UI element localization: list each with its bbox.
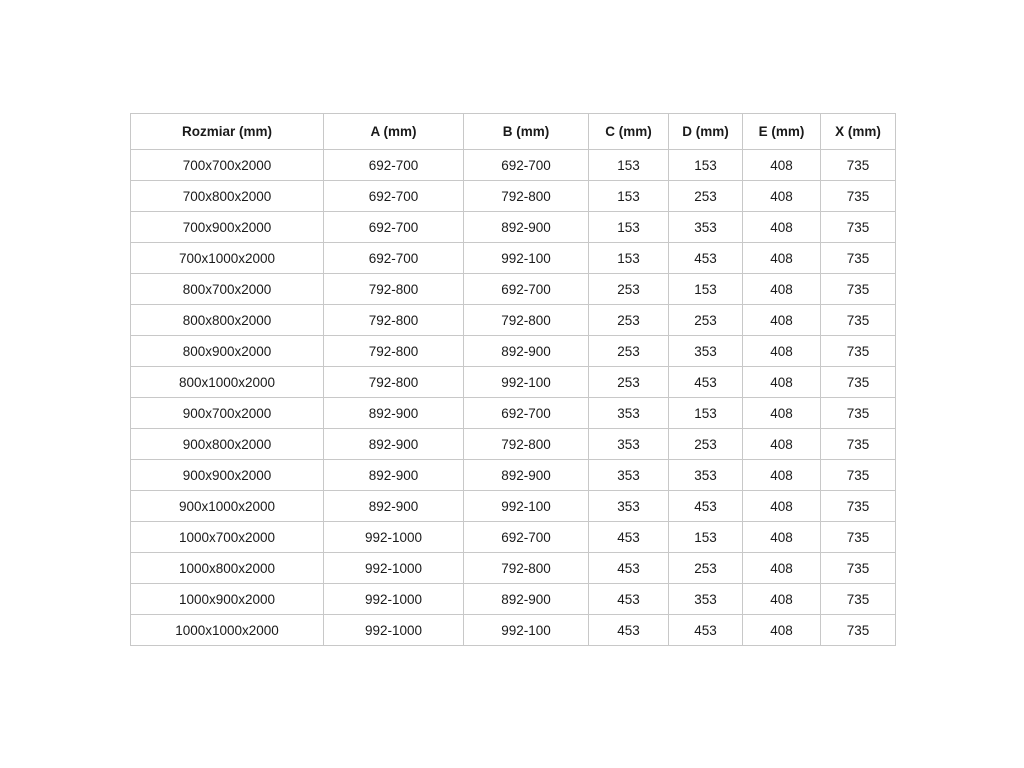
table-cell: 700x700x2000 <box>131 150 324 181</box>
table-cell: 992-1000 <box>324 584 464 615</box>
table-cell: 900x700x2000 <box>131 398 324 429</box>
table-cell: 792-800 <box>324 305 464 336</box>
table-cell: 992-100 <box>464 243 589 274</box>
table-cell: 692-700 <box>464 522 589 553</box>
column-header: A (mm) <box>324 114 464 150</box>
table-cell: 992-100 <box>464 367 589 398</box>
table-cell: 408 <box>743 274 821 305</box>
table-cell: 792-800 <box>324 274 464 305</box>
table-cell: 792-800 <box>464 429 589 460</box>
column-header: Rozmiar (mm) <box>131 114 324 150</box>
table-row <box>131 398 896 429</box>
table-cell: 735 <box>821 584 896 615</box>
table-cell: 253 <box>669 181 743 212</box>
column-header: X (mm) <box>821 114 896 150</box>
table-cell: 792-800 <box>324 367 464 398</box>
table-cell: 1000x700x2000 <box>131 522 324 553</box>
table-cell: 992-100 <box>464 491 589 522</box>
table-cell: 453 <box>589 522 669 553</box>
table-cell: 353 <box>589 491 669 522</box>
table-cell: 900x1000x2000 <box>131 491 324 522</box>
table-cell: 253 <box>669 553 743 584</box>
table-cell: 800x800x2000 <box>131 305 324 336</box>
table-cell: 153 <box>589 181 669 212</box>
table-cell: 800x700x2000 <box>131 274 324 305</box>
table-cell: 992-1000 <box>324 615 464 646</box>
table-row <box>131 460 896 491</box>
table-cell: 735 <box>821 305 896 336</box>
table-cell: 253 <box>669 305 743 336</box>
table-cell: 700x800x2000 <box>131 181 324 212</box>
table-cell: 408 <box>743 367 821 398</box>
table-cell: 900x900x2000 <box>131 460 324 491</box>
table-cell: 408 <box>743 522 821 553</box>
table-cell: 735 <box>821 615 896 646</box>
table-cell: 900x800x2000 <box>131 429 324 460</box>
table-cell: 692-700 <box>464 150 589 181</box>
table-cell: 408 <box>743 181 821 212</box>
table-cell: 735 <box>821 336 896 367</box>
table-cell: 408 <box>743 212 821 243</box>
table-row <box>131 553 896 584</box>
table-cell: 453 <box>589 553 669 584</box>
table-cell: 253 <box>589 367 669 398</box>
table-row <box>131 367 896 398</box>
table-row <box>131 584 896 615</box>
table-cell: 892-900 <box>464 460 589 491</box>
table-cell: 453 <box>669 615 743 646</box>
table-cell: 153 <box>669 150 743 181</box>
table-cell: 408 <box>743 553 821 584</box>
table-row <box>131 522 896 553</box>
table-cell: 253 <box>589 336 669 367</box>
table-cell: 692-700 <box>324 150 464 181</box>
spec-table <box>130 113 896 646</box>
table-cell: 408 <box>743 491 821 522</box>
table-cell: 1000x900x2000 <box>131 584 324 615</box>
table-cell: 800x1000x2000 <box>131 367 324 398</box>
table-cell: 992-1000 <box>324 522 464 553</box>
table-cell: 408 <box>743 150 821 181</box>
table-cell: 1000x800x2000 <box>131 553 324 584</box>
table-cell: 735 <box>821 429 896 460</box>
table-cell: 792-800 <box>324 336 464 367</box>
table-row <box>131 212 896 243</box>
table-cell: 692-700 <box>324 243 464 274</box>
table-cell: 153 <box>669 398 743 429</box>
table-cell: 408 <box>743 243 821 274</box>
table-cell: 692-700 <box>324 212 464 243</box>
table-cell: 892-900 <box>324 398 464 429</box>
table-cell: 735 <box>821 522 896 553</box>
table-cell: 153 <box>589 212 669 243</box>
table-cell: 453 <box>669 491 743 522</box>
table-cell: 692-700 <box>324 181 464 212</box>
table-cell: 735 <box>821 274 896 305</box>
table-cell: 153 <box>589 150 669 181</box>
table-cell: 153 <box>589 243 669 274</box>
column-header: E (mm) <box>743 114 821 150</box>
table-cell: 735 <box>821 150 896 181</box>
table-cell: 408 <box>743 429 821 460</box>
table-cell: 735 <box>821 553 896 584</box>
table-cell: 892-900 <box>324 429 464 460</box>
column-header: B (mm) <box>464 114 589 150</box>
table-cell: 453 <box>669 367 743 398</box>
table-cell: 735 <box>821 491 896 522</box>
table-row <box>131 615 896 646</box>
table-cell: 892-900 <box>324 491 464 522</box>
table-header-row <box>131 114 896 150</box>
table-cell: 353 <box>669 584 743 615</box>
table-cell: 692-700 <box>464 274 589 305</box>
table-cell: 253 <box>589 305 669 336</box>
table-cell: 408 <box>743 615 821 646</box>
table-cell: 408 <box>743 336 821 367</box>
table-cell: 253 <box>669 429 743 460</box>
table-cell: 735 <box>821 243 896 274</box>
table-cell: 992-1000 <box>324 553 464 584</box>
table-row <box>131 150 896 181</box>
table-cell: 792-800 <box>464 305 589 336</box>
table-cell: 353 <box>669 460 743 491</box>
table-cell: 408 <box>743 460 821 491</box>
table-row <box>131 429 896 460</box>
table-cell: 453 <box>589 584 669 615</box>
table-cell: 353 <box>589 460 669 491</box>
table-cell: 735 <box>821 212 896 243</box>
table-cell: 453 <box>669 243 743 274</box>
table-cell: 735 <box>821 181 896 212</box>
table-body <box>131 150 896 646</box>
table-cell: 153 <box>669 522 743 553</box>
table-cell: 735 <box>821 367 896 398</box>
table-cell: 353 <box>589 398 669 429</box>
table-cell: 800x900x2000 <box>131 336 324 367</box>
table-cell: 408 <box>743 305 821 336</box>
table-cell: 408 <box>743 584 821 615</box>
table-row <box>131 336 896 367</box>
table-cell: 408 <box>743 398 821 429</box>
table-row <box>131 305 896 336</box>
table-cell: 1000x1000x2000 <box>131 615 324 646</box>
table-cell: 253 <box>589 274 669 305</box>
column-header: C (mm) <box>589 114 669 150</box>
table-cell: 992-100 <box>464 615 589 646</box>
table-cell: 353 <box>589 429 669 460</box>
table-row <box>131 181 896 212</box>
table-cell: 700x1000x2000 <box>131 243 324 274</box>
table-cell: 735 <box>821 398 896 429</box>
column-header: D (mm) <box>669 114 743 150</box>
table-cell: 353 <box>669 336 743 367</box>
table-row <box>131 491 896 522</box>
table-cell: 700x900x2000 <box>131 212 324 243</box>
table-cell: 792-800 <box>464 553 589 584</box>
size-table-container <box>130 113 896 646</box>
table-cell: 892-900 <box>464 336 589 367</box>
table-cell: 892-900 <box>324 460 464 491</box>
table-cell: 892-900 <box>464 584 589 615</box>
table-cell: 692-700 <box>464 398 589 429</box>
table-row <box>131 243 896 274</box>
table-row <box>131 274 896 305</box>
table-cell: 353 <box>669 212 743 243</box>
table-cell: 153 <box>669 274 743 305</box>
table-cell: 735 <box>821 460 896 491</box>
table-cell: 792-800 <box>464 181 589 212</box>
table-cell: 453 <box>589 615 669 646</box>
table-cell: 892-900 <box>464 212 589 243</box>
table-row <box>131 114 896 150</box>
